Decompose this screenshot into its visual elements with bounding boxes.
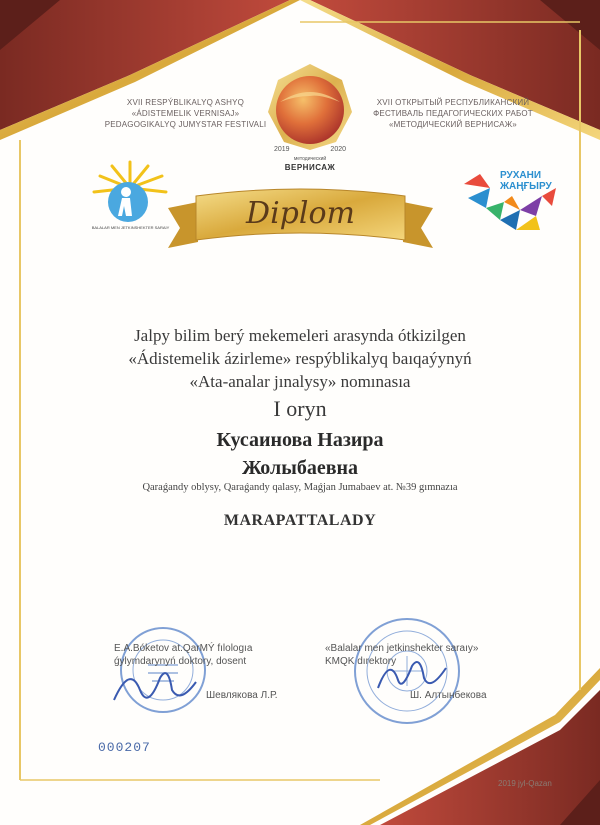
festival-kz-line: PEDAGOGIKALYQ JUMYSTAR FESTIVALI <box>104 120 267 129</box>
festival-ru-line: ФЕСТИВАЛЬ ПЕДАГОГИЧЕСКИХ РАБОТ <box>373 109 533 118</box>
serial-number: 000207 <box>98 740 151 755</box>
rukhani-word: РУХАНИ <box>500 170 542 181</box>
children-palace-logo <box>88 158 173 233</box>
left-signer-name: Шевлякова Л.Р. <box>206 690 278 701</box>
recipient-name-line-2: Жолыбаевна <box>241 457 359 479</box>
left-signer-title-1: E.A.Bóketov at.QarMÝ fılologıa <box>114 643 253 654</box>
emblem-label-top: методический <box>293 156 327 162</box>
issue-place-date: 2019 jyl-Qazan <box>498 779 552 788</box>
vernisage-emblem <box>260 62 360 180</box>
body-line-1: Jalpy bilim berý mekemeleri arasynda ótkizilgen <box>134 326 466 345</box>
diploma-title: Diplom <box>246 196 355 231</box>
festival-ru-line: «МЕТОДИЧЕСКИЙ ВЕРНИСАЖ» <box>389 120 517 129</box>
body-line-2: «Ádistemelik ázirleme» respýblikalyq baıqaýynyń <box>128 349 472 368</box>
left-signer-title-2: ǵylymdarynyń doktory, dosent <box>114 656 247 667</box>
zhangyru-word: ЖАҢҒЫРУ <box>500 181 552 192</box>
emblem-year-right: 2020 <box>330 146 346 153</box>
right-signer-title-2: KMQK dırektory <box>325 656 397 667</box>
emblem-year-left: 2019 <box>274 146 290 153</box>
body-line-3: «Ata-analar jınalysy» nomınasıa <box>189 372 411 391</box>
award-place: I oryn <box>273 396 327 421</box>
award-statement: MARAPATTALADY <box>223 512 377 529</box>
child-sun-icon <box>88 158 173 224</box>
rukhani-zhangyru-logo <box>460 168 560 238</box>
festival-title-ru <box>368 97 538 130</box>
festival-title-kz <box>103 97 268 130</box>
festival-kz-line: «ÁDISTEMELIK VERNISAJ» <box>131 109 240 118</box>
festival-ru-line: XVII ОТКРЫТЫЙ РЕСПУБЛИКАНСКИЙ <box>376 98 530 107</box>
right-signer-title-1: «Balalar men jetkinshekter saraıy» <box>325 643 479 654</box>
recipient-name-line-1: Кусаинова Назира <box>216 429 384 451</box>
emblem-label-main: ВЕРНИСАЖ <box>284 163 336 172</box>
festival-kz-line: XVII RESPÝBLIKALYQ ASHYQ <box>126 98 245 107</box>
right-signer-name: Ш. Алтынбекова <box>410 690 487 701</box>
school-address: Qaraǵandy oblysy, Qaraǵandy qalasy, Maǵjan Jumabaev at. №39 gımnazıa <box>142 482 458 493</box>
emblem-icon <box>260 62 360 152</box>
children-palace-caption: BALALAR MEN JETKINSHEKTER SARAIY <box>91 225 170 230</box>
